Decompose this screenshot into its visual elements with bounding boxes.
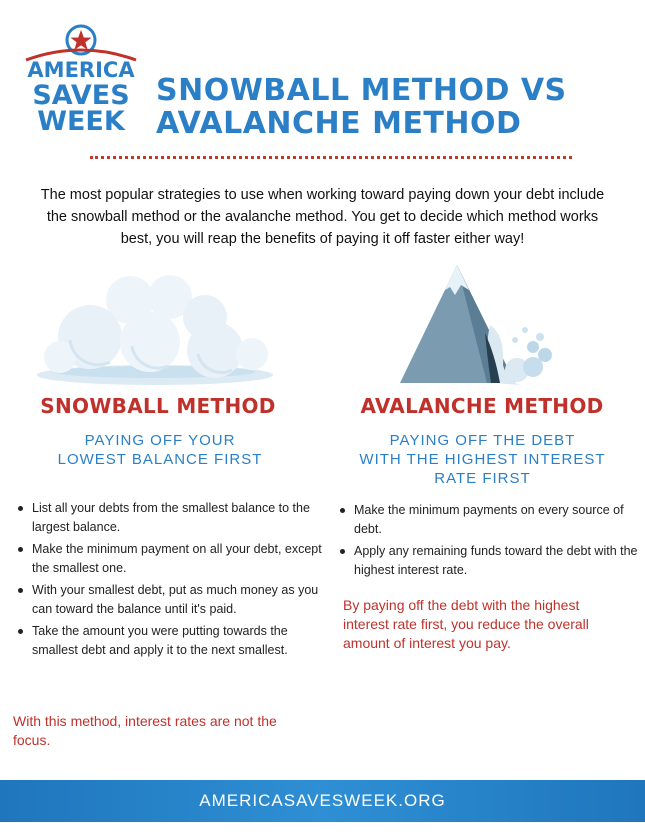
avalanche-subtitle xyxy=(340,431,625,488)
snowball-method-heading: SNOWBALL METHOD xyxy=(40,394,276,418)
intro-paragraph: The most popular strategies to use when working toward paying down your debt include the snowball method or the avalanche method. You get to decide which method works best, you will reap the benefits of paying it off faster either way! xyxy=(40,187,605,247)
footer-banner xyxy=(0,780,645,822)
page-title xyxy=(156,74,626,140)
avalanche-steps-list xyxy=(336,501,644,583)
list-item: Apply any remaining funds toward the debt with the highest interest rate. xyxy=(354,542,644,580)
america-saves-week-logo xyxy=(22,18,140,136)
avalanche-subtitle-line-2: WITH THE HIGHEST INTEREST xyxy=(359,451,606,468)
snowball-note: With this method, interest rates are not the focus. xyxy=(13,713,277,748)
footer-website-link[interactable]: AMERICASAVESWEEK.ORG xyxy=(199,791,446,810)
logo-line-1: AMERICA xyxy=(27,58,135,82)
snowball-subtitle-line-2: LOWEST BALANCE FIRST xyxy=(57,451,263,468)
avalanche-subtitle-line-3: RATE FIRST xyxy=(434,470,531,487)
title-line-2: AVALANCHE METHOD xyxy=(156,106,522,141)
avalanche-method-heading: AVALANCHE METHOD xyxy=(360,394,604,418)
logo-star-arch xyxy=(22,18,140,62)
mountain-avalanche-illustration xyxy=(395,255,565,390)
list-item: Make the minimum payment on all your debt, except the smallest one. xyxy=(32,540,328,578)
snowballs-illustration xyxy=(30,262,280,387)
avalanche-note: By paying off the debt with the highest interest rate first, you reduce the overall amount of interest you pay. xyxy=(343,597,589,651)
snowball-steps-list xyxy=(14,499,328,663)
snowball-subtitle xyxy=(20,431,300,469)
list-item: Make the minimum payments on every source of debt. xyxy=(354,501,644,539)
list-item: List all your debts from the smallest balance to the largest balance. xyxy=(32,499,328,537)
list-item: Take the amount you were putting towards the smallest debt and apply it to the next smallest. xyxy=(32,622,328,660)
logo-line-2: SAVES xyxy=(32,80,130,111)
logo-line-3: WEEK xyxy=(37,106,125,137)
title-line-1: SNOWBALL METHOD VS xyxy=(156,73,567,108)
dotted-divider xyxy=(90,156,572,159)
snowball-subtitle-line-1: PAYING OFF YOUR xyxy=(84,432,236,449)
star-icon xyxy=(71,30,92,50)
list-item: With your smallest debt, put as much money as you can toward the balance until it's paid. xyxy=(32,581,328,619)
avalanche-subtitle-line-1: PAYING OFF THE DEBT xyxy=(389,432,576,449)
